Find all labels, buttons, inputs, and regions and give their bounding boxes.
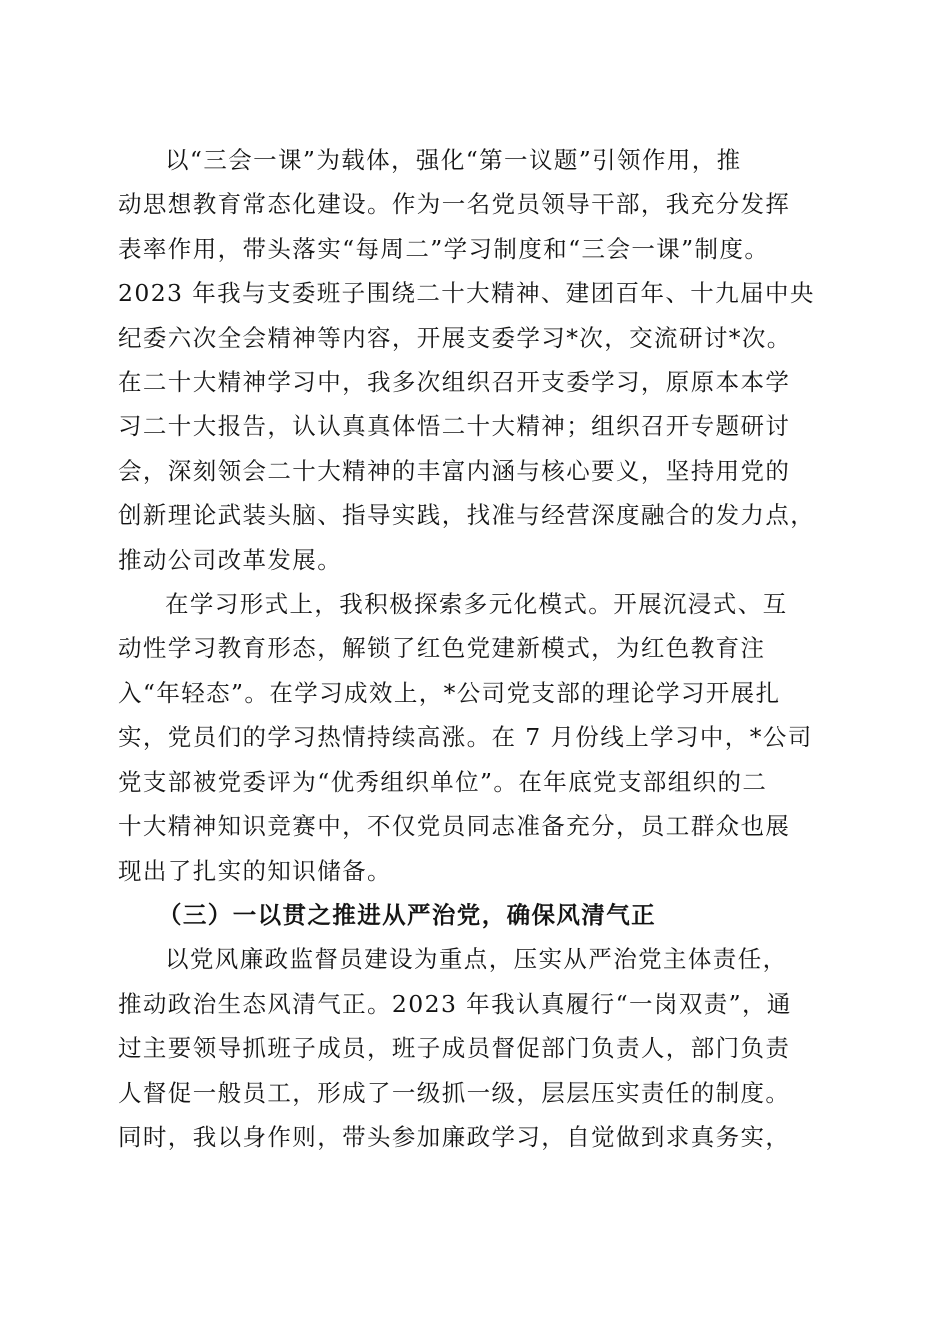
paragraph-line: 实，党员们的学习热情持续高涨。在 7 月份线上学习中，*公司 [118, 723, 813, 752]
paragraph-line: 纪委六次全会精神等内容，开展支委学习*次，交流研讨*次。 [118, 323, 792, 352]
paragraph-line: 习二十大报告，认认真真体悟二十大精神；组织召开专题研讨 [118, 412, 791, 441]
paragraph-line: 十大精神知识竞赛中，不仅党员同志准备充分，员工群众也展 [118, 812, 791, 841]
section-heading: （三）一以贯之推进从严治党，确保风清气正 [158, 900, 656, 929]
paragraph-line: 在二十大精神学习中，我多次组织召开支委学习，原原本本学 [118, 368, 791, 397]
paragraph-line: 同时，我以身作则，带头参加廉政学习，自觉做到求真务实， [118, 1122, 791, 1151]
paragraph-study-carrier [118, 138, 838, 582]
paragraph-line: 党支部被党委评为“优秀组织单位”。在年底党支部组织的二 [118, 767, 768, 796]
paragraph-party-discipline [118, 937, 838, 1159]
paragraph-line: 2023 年我与支委班子围绕二十大精神、建团百年、十九届中央 [118, 279, 815, 308]
paragraph-line: 现出了扎实的知识储备。 [118, 856, 392, 885]
paragraph-study-forms [118, 582, 838, 893]
paragraph-line: 会，深刻领会二十大精神的丰富内涵与核心要义，坚持用党的 [118, 456, 791, 485]
paragraph-line: 动思想教育常态化建设。作为一名党员领导干部，我充分发挥 [118, 190, 791, 219]
document-body [118, 138, 838, 1159]
paragraph-line: 表率作用，带头落实“每周二”学习制度和“三会一课”制度。 [118, 234, 770, 263]
paragraph-line: 推动公司改革发展。 [118, 545, 343, 574]
paragraph-line: 创新理论武装头脑、指导实践，找准与经营深度融合的发力点， [118, 501, 816, 530]
paragraph-line: 在学习形式上，我积极探索多元化模式。开展沉浸式、互 [165, 590, 788, 619]
paragraph-line: 以党风廉政监督员建设为重点，压实从严治党主体责任， [165, 945, 788, 974]
paragraph-line: 以“三会一课”为载体，强化“第一议题”引领作用，推 [165, 146, 742, 174]
paragraph-line: 动性学习教育形态，解锁了红色党建新模式，为红色教育注 [118, 634, 766, 663]
paragraph-line: 入“年轻态”。在学习成效上，*公司党支部的理论学习开展扎 [118, 678, 781, 707]
paragraph-line: 推动政治生态风清气正。2023 年我认真履行“一岗双责”，通 [118, 989, 792, 1018]
paragraph-line: 人督促一般员工，形成了一级抓一级，层层压实责任的制度。 [118, 1078, 791, 1107]
paragraph-line: 过主要领导抓班子成员，班子成员督促部门负责人，部门负责 [118, 1034, 791, 1063]
